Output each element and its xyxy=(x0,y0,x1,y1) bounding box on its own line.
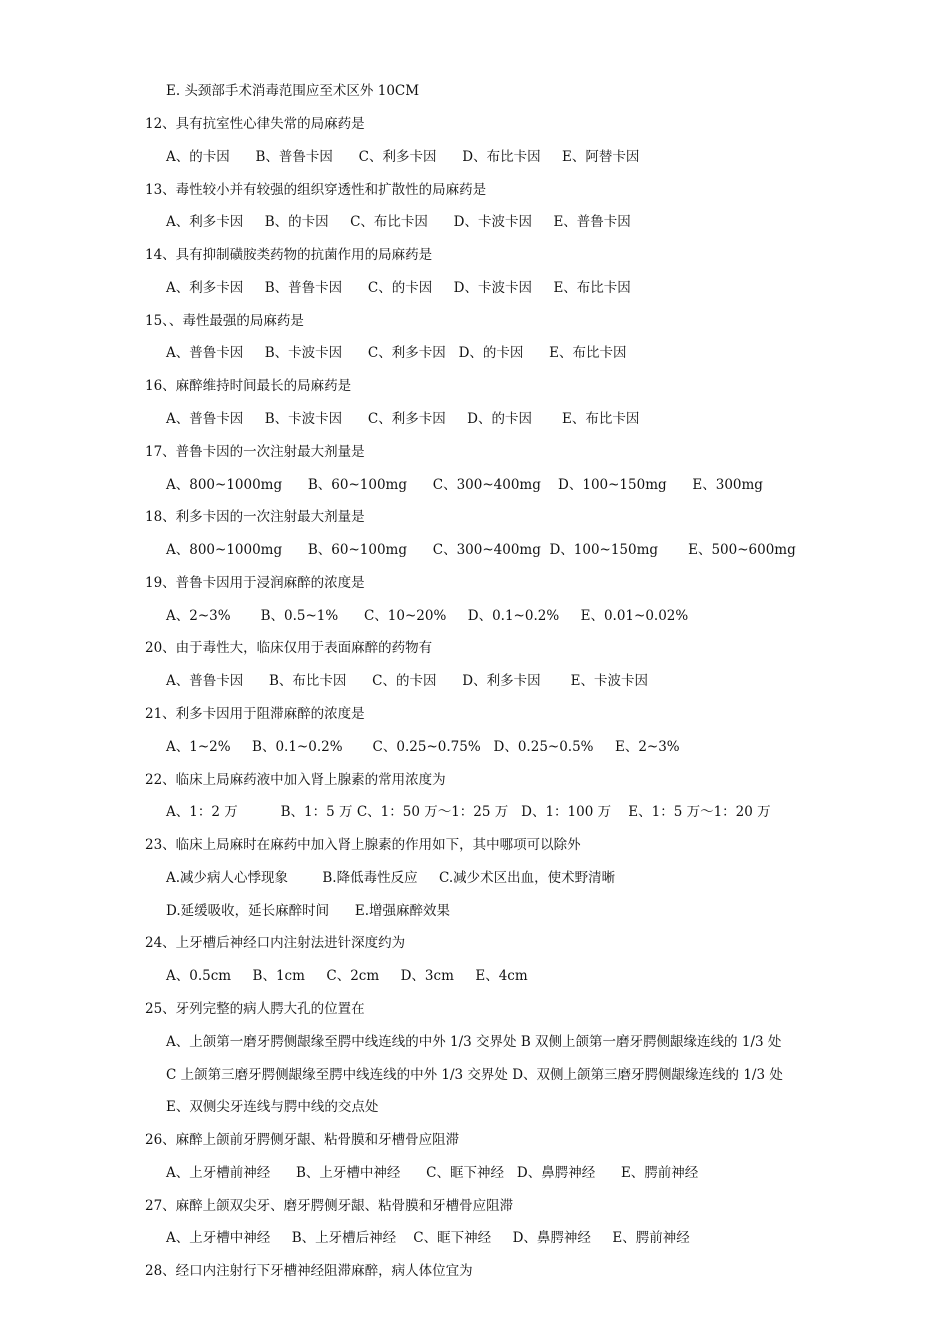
question-line: 18、利多卡因的一次注射最大剂量是 xyxy=(145,509,365,525)
option-line: A、普鲁卡因 B、布比卡因 C、的卡因 D、利多卡因 E、卡波卡因 xyxy=(166,673,648,689)
question-line: 15、、毒性最强的局麻药是 xyxy=(145,313,304,329)
option-line: A、1~2% B、0.1~0.2% C、0.25~0.75% D、0.25~0.5% E、2~3% xyxy=(166,739,680,755)
question-line: 13、毒性较小并有较强的组织穿透性和扩散性的局麻药是 xyxy=(145,182,487,198)
option-line: A、利多卡因 B、的卡因 C、布比卡因 D、卡波卡因 E、普鲁卡因 xyxy=(166,214,631,230)
option-line: A、800~1000mg B、60~100mg C、300~400mg D、100~150mg E、500~600mg xyxy=(166,542,796,558)
question-line: 28、经口内注射行下牙槽神经阻滞麻醉，病人体位宜为 xyxy=(145,1263,473,1279)
option-line: A、的卡因 B、普鲁卡因 C、利多卡因 D、布比卡因 E、阿替卡因 xyxy=(166,149,640,165)
question-line: 17、普鲁卡因的一次注射最大剂量是 xyxy=(145,444,365,460)
question-line: 20、由于毒性大，临床仅用于表面麻醉的药物有 xyxy=(145,640,433,656)
question-line: 25、牙列完整的病人腭大孔的位置在 xyxy=(145,1001,365,1017)
question-line: 21、利多卡因用于阻滞麻醉的浓度是 xyxy=(145,706,365,722)
question-line: 22、临床上局麻药液中加入肾上腺素的常用浓度为 xyxy=(145,772,446,788)
option-line: E. 头颈部手术消毒范围应至术区外 10CM xyxy=(166,83,420,99)
question-line: 12、具有抗室性心律失常的局麻药是 xyxy=(145,116,365,132)
option-line: A、800~1000mg B、60~100mg C、300~400mg D、100~150mg E、300mg xyxy=(166,477,763,493)
option-line: A、利多卡因 B、普鲁卡因 C、的卡因 D、卡波卡因 E、布比卡因 xyxy=(166,280,631,296)
option-line: C 上颌第三磨牙腭侧龈缘至腭中线连线的中外 1/3 交界处 D、双侧上颌第三磨牙腭侧龈缘连线的 1/3 处 xyxy=(166,1067,783,1083)
option-line: A、上牙槽前神经 B、上牙槽中神经 C、眶下神经 D、鼻腭神经 E、腭前神经 xyxy=(166,1165,699,1181)
question-line: 14、具有抑制磺胺类药物的抗菌作用的局麻药是 xyxy=(145,247,433,263)
option-line: A、0.5cm B、1cm C、2cm D、3cm E、4cm xyxy=(166,968,528,984)
question-line: 23、临床上局麻时在麻药中加入肾上腺素的作用如下，其中哪项可以除外 xyxy=(145,837,581,853)
question-line: 16、麻醉维持时间最长的局麻药是 xyxy=(145,378,352,394)
question-line: 26、麻醉上颌前牙腭侧牙龈、粘骨膜和牙槽骨应阻滞 xyxy=(145,1132,460,1148)
option-line: A、上颌第一磨牙腭侧龈缘至腭中线连线的中外 1/3 交界处 B 双侧上颌第一磨牙腭侧龈缘连线的 1/3 处 xyxy=(166,1034,782,1050)
option-line: E、双侧尖牙连线与腭中线的交点处 xyxy=(166,1099,379,1115)
option-line: D.延缓吸收，延长麻醉时间 E.增强麻醉效果 xyxy=(166,903,451,919)
option-line: A.减少病人心悸现象 B.降低毒性反应 C.减少术区出血，使术野清晰 xyxy=(166,870,616,886)
question-line: 27、麻醉上颌双尖牙、磨牙腭侧牙龈、粘骨膜和牙槽骨应阻滞 xyxy=(145,1198,514,1214)
option-line: A、上牙槽中神经 B、上牙槽后神经 C、眶下神经 D、鼻腭神经 E、腭前神经 xyxy=(166,1230,690,1246)
question-line: 24、上牙槽后神经口内注射法进针深度约为 xyxy=(145,935,406,951)
option-line: A、普鲁卡因 B、卡波卡因 C、利多卡因 D、的卡因 E、布比卡因 xyxy=(166,345,627,361)
option-line: A、普鲁卡因 B、卡波卡因 C、利多卡因 D、的卡因 E、布比卡因 xyxy=(166,411,640,427)
question-line: 19、普鲁卡因用于浸润麻醉的浓度是 xyxy=(145,575,365,591)
option-line: A、1：2 万 B、1：5 万 C、1：50 万～1：25 万 D、1：100 万 E、1：5 万～1：20 万 xyxy=(166,804,771,820)
option-line: A、2~3% B、0.5~1% C、10~20% D、0.1~0.2% E、0.01~0.02% xyxy=(166,608,689,624)
